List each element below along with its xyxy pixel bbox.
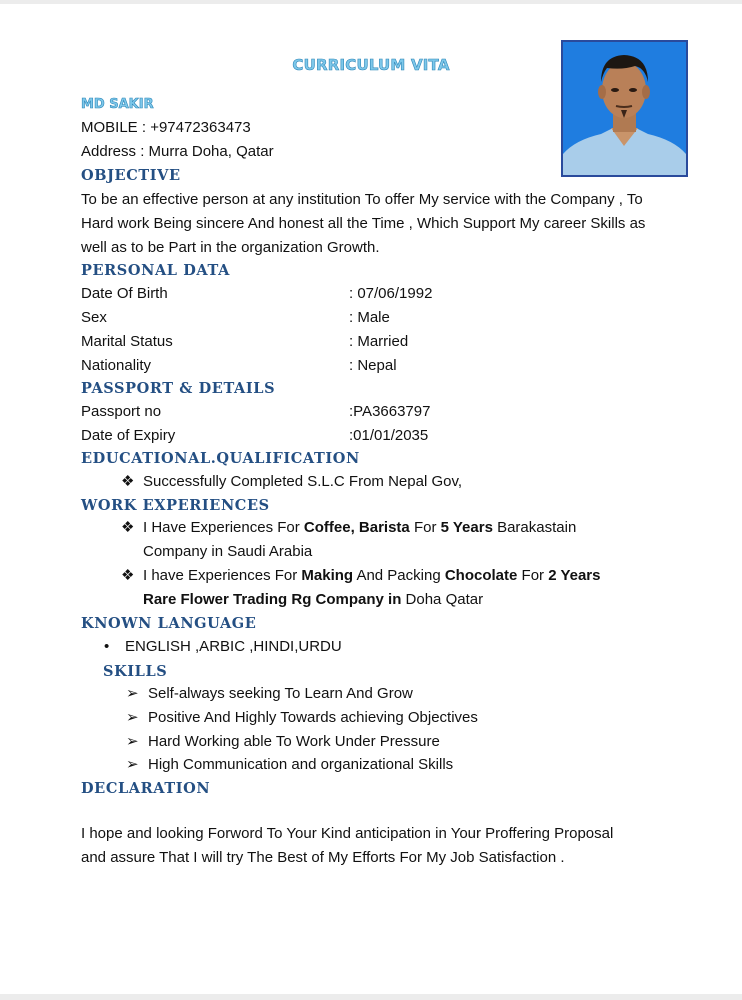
objective-heading: OBJECTIVE (81, 167, 181, 184)
skill-item: High Communication and organizational Skills (148, 756, 454, 773)
language-item: ENGLISH ,ARBIC ,HINDI,URDU (125, 638, 342, 655)
text-span: I Have Experiences For (143, 519, 304, 536)
address-label: Address : (81, 143, 145, 160)
skill-item: Hard Working able To Work Under Pressure (148, 733, 440, 750)
sex-label: Sex (81, 309, 107, 326)
passport-no-label: Passport no (81, 403, 162, 420)
sex-value: : Male (349, 309, 390, 326)
text-span: I have Experiences For (143, 567, 302, 584)
work-item-1 (143, 518, 576, 538)
mobile-line (81, 118, 251, 138)
education-heading: EDUCATIONAL.QUALIFICATION (81, 450, 360, 467)
candidate-name: MD SAKIR (81, 97, 154, 112)
personal-data-heading: PERSONAL DATA (81, 262, 230, 279)
marital-status-label: Marital Status (81, 333, 173, 350)
language-heading: KNOWN LANGUAGE (81, 615, 257, 632)
mobile-value: : +97472363473 (141, 119, 251, 136)
skills-heading: SKILLS (103, 663, 168, 680)
work-bullet-icon: ❖ (121, 519, 135, 536)
resume-page (0, 4, 742, 994)
language-bullet-icon: • (104, 638, 110, 655)
profile-photo (561, 40, 688, 177)
education-item: Successfully Completed S.L.C From Nepal Gov, (143, 473, 463, 490)
dob-label: Date Of Birth (81, 285, 168, 302)
address-line (81, 142, 274, 162)
bold-span: 2 Years (548, 567, 601, 584)
work-item-2 (143, 566, 600, 586)
document-title: CURRICULUM VITA (292, 56, 450, 74)
marital-status-value: : Married (349, 333, 409, 350)
nationality-label: Nationality (81, 357, 152, 374)
mobile-label: MOBILE (81, 119, 138, 136)
objective-text: To be an effective person at any institution To offer My service with the Company , To Hard work Being sincere And honest all the Time , Which Support My career Skills as well as to be Part in the organization Growth. (81, 191, 646, 256)
skill-item: Positive And Highly Towards achieving Objectives (148, 709, 478, 726)
skill-arrow-icon: ➢ (126, 733, 139, 750)
bold-span: Making (301, 567, 354, 584)
work-item-2-line-2 (143, 590, 483, 610)
dob-value: : 07/06/1992 (349, 285, 433, 302)
bold-span: Chocolate (444, 567, 518, 584)
work-item-1-line-2: Company in Saudi Arabia (143, 543, 313, 560)
work-heading: WORK EXPERIENCES (81, 497, 270, 514)
declaration-heading: DECLARATION (81, 780, 211, 797)
skill-arrow-icon: ➢ (126, 685, 139, 702)
bold-span: Rare Flower Trading Rg Company in (143, 591, 402, 608)
passport-no-value: :PA3663797 (349, 403, 431, 420)
passport-heading: PASSPORT & DETAILS (81, 380, 276, 397)
text-span: Barakastain (492, 519, 577, 536)
expiry-value: :01/01/2035 (349, 427, 429, 444)
declaration-text: I hope and looking Forword To Your Kind anticipation in Your Proffering Proposal and assure That I will try The Best of My Efforts For My Job Satisfaction . (81, 825, 614, 866)
skill-arrow-icon: ➢ (126, 709, 139, 726)
nationality-value: : Nepal (349, 357, 397, 374)
address-value: Murra Doha, Qatar (148, 143, 274, 160)
bold-span: 5 Years (440, 519, 493, 536)
text-span: Doha Qatar (401, 591, 484, 608)
expiry-label: Date of Expiry (81, 427, 176, 444)
person-photo-icon (563, 42, 686, 175)
text-span: And Packing (353, 567, 445, 584)
skill-item: Self-always seeking To Learn And Grow (148, 685, 413, 702)
text-span: For (409, 519, 441, 536)
work-bullet-icon: ❖ (121, 567, 135, 584)
bold-span: Coffee, Barista (303, 519, 410, 536)
text-span: For (517, 567, 549, 584)
skill-arrow-icon: ➢ (126, 756, 139, 773)
education-bullet-icon: ❖ (121, 473, 135, 490)
